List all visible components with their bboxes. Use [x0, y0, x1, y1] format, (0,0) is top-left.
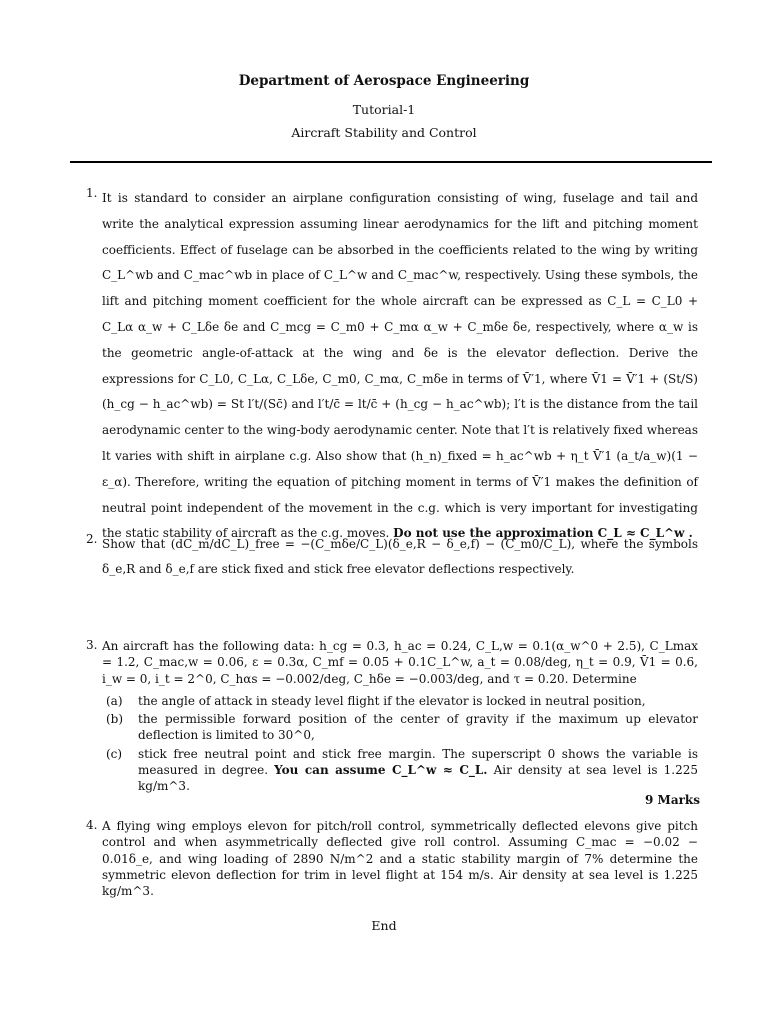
marks-label: 9 Marks — [645, 793, 700, 807]
question-number: 3. — [86, 638, 98, 652]
question-parts — [102, 693, 698, 795]
part-c: (c) stick free neutral point and stick free margin. The superscript 0 shows the variable is measured in degree. You can assume C_L^w ≈ C_L. Air density at sea level is 1.225 kg/m^3. — [106, 746, 698, 794]
question-number: 1. — [86, 186, 98, 200]
question-text: Show that (dC_m/dC_L)_free = −(C_mδe/C_L)(δ_e,R − δ_e,f) − (C_m0/C_L), where the symbols δ_e,R and δ_e,f are stick fixed and stick free elevator deflections respectively. — [102, 537, 698, 576]
question-text: An aircraft has the following data: h_cg = 0.3, h_ac = 0.24, C_L,w = 0.1(α_w^0 + 2.5), C_Lmax = 1.2, C_mac,w = 0.06, ε = 0.3α, C_mf = 0.05 + 0.1C_L^w, a_t = 0.08/deg, η_t = 0.9, V̄1 = 0.6, i_w = 0, i_t = 2^0, C_hαs = −0.002/deg, C_hδe = −0.003/deg, and τ = 0.20. Determine (a) the angle of attack in steady level flight if the elevator is locked in neutral position, (b) the permissible forward position of the center of gravity if the maximum up elevator deflection is limited to 30^0, (c) stick free neutral point and stick free margin. The superscript 0 shows the variable is measured in degree. You can assume C_L^w ≈ C_L. Air density at sea level is 1.225 kg/m^3. — [102, 639, 698, 794]
bold-note: Do not use the approximation C_L ≈ C_L^w . — [393, 526, 693, 541]
end-label: End — [371, 918, 397, 933]
question-text: A flying wing employs elevon for pitch/roll control, symmetrically deflected elevons give pitch control and when asymmetrically deflected give roll control. Assuming C_mac = −0.02 − 0.01δ_e, and wing loading of 2890 N/m^2 and a static stability margin of 7% determine the symmetric elevon deflection for trim in level flight at 154 m/s. Air density at sea level is 1.225 kg/m^3. — [102, 819, 698, 899]
question-number: 4. — [86, 818, 98, 832]
part-b: (b) the permissible forward position of the center of gravity if the maximum up elevator deflection is limited to 30^0, — [106, 712, 698, 743]
part-a: (a) the angle of attack in steady level flight if the elevator is locked in neutral position, — [106, 693, 646, 708]
subject-title: Aircraft Stability and Control — [291, 125, 477, 140]
question-number: 2. — [86, 532, 98, 546]
bold-assumption: You can assume C_L^w ≈ C_L. — [274, 763, 488, 778]
header-divider — [70, 161, 712, 163]
department-title: Department of Aerospace Engineering — [238, 73, 530, 89]
tutorial-title: Tutorial-1 — [352, 102, 416, 117]
question-text: It is standard to consider an airplane configuration consisting of wing, fuselage and tail and write the analytical expression assuming linear aerodynamics for the lift and pitching moment coefficients. Effect of fuselage can be absorbed in the coefficients related to the wing by writing C_L^wb and C_mac^wb in place of C_L^w and C_mac^w, respectively. Using these symbols, the lift and pitching moment coefficient for the whole aircraft can be expressed as C_L = C_L0 + C_Lα α_w + C_Lδe δe and C_mcg = C_m0 + C_mα α_w + C_mδe δe, respectively, where α_w is the geometric angle-of-attack at the wing and δe is the elevator deflection. Derive the expressions for C_L0, C_Lα, C_Lδe, C_m0, C_mα, C_mδe in terms of V̄′1, where V̄1 = V̄′1 + (St/S)(h_cg − h_ac^wb) = St l′t/(Sc̄) and l′t/c̄ = lt/c̄ + (h_cg − h_ac^wb); l′t is the distance from the tail aerodynamic center to the wing-body aerodynamic center. Note that l′t is relatively fixed whereas lt varies with shift in airplane c.g. Also show that (h_n)_fixed = h_ac^wb + η_t V̄′1 (a_t/a_w)(1 − ε_α). Therefore, writing the equation of pitching moment in terms of V̄′1 makes the definition of neutral point independent of the movement in the c.g. which is very important for investigating the static stability of aircraft as the c.g. moves. Do not use the approximation C_L ≈ C_L^w . — [102, 191, 698, 541]
